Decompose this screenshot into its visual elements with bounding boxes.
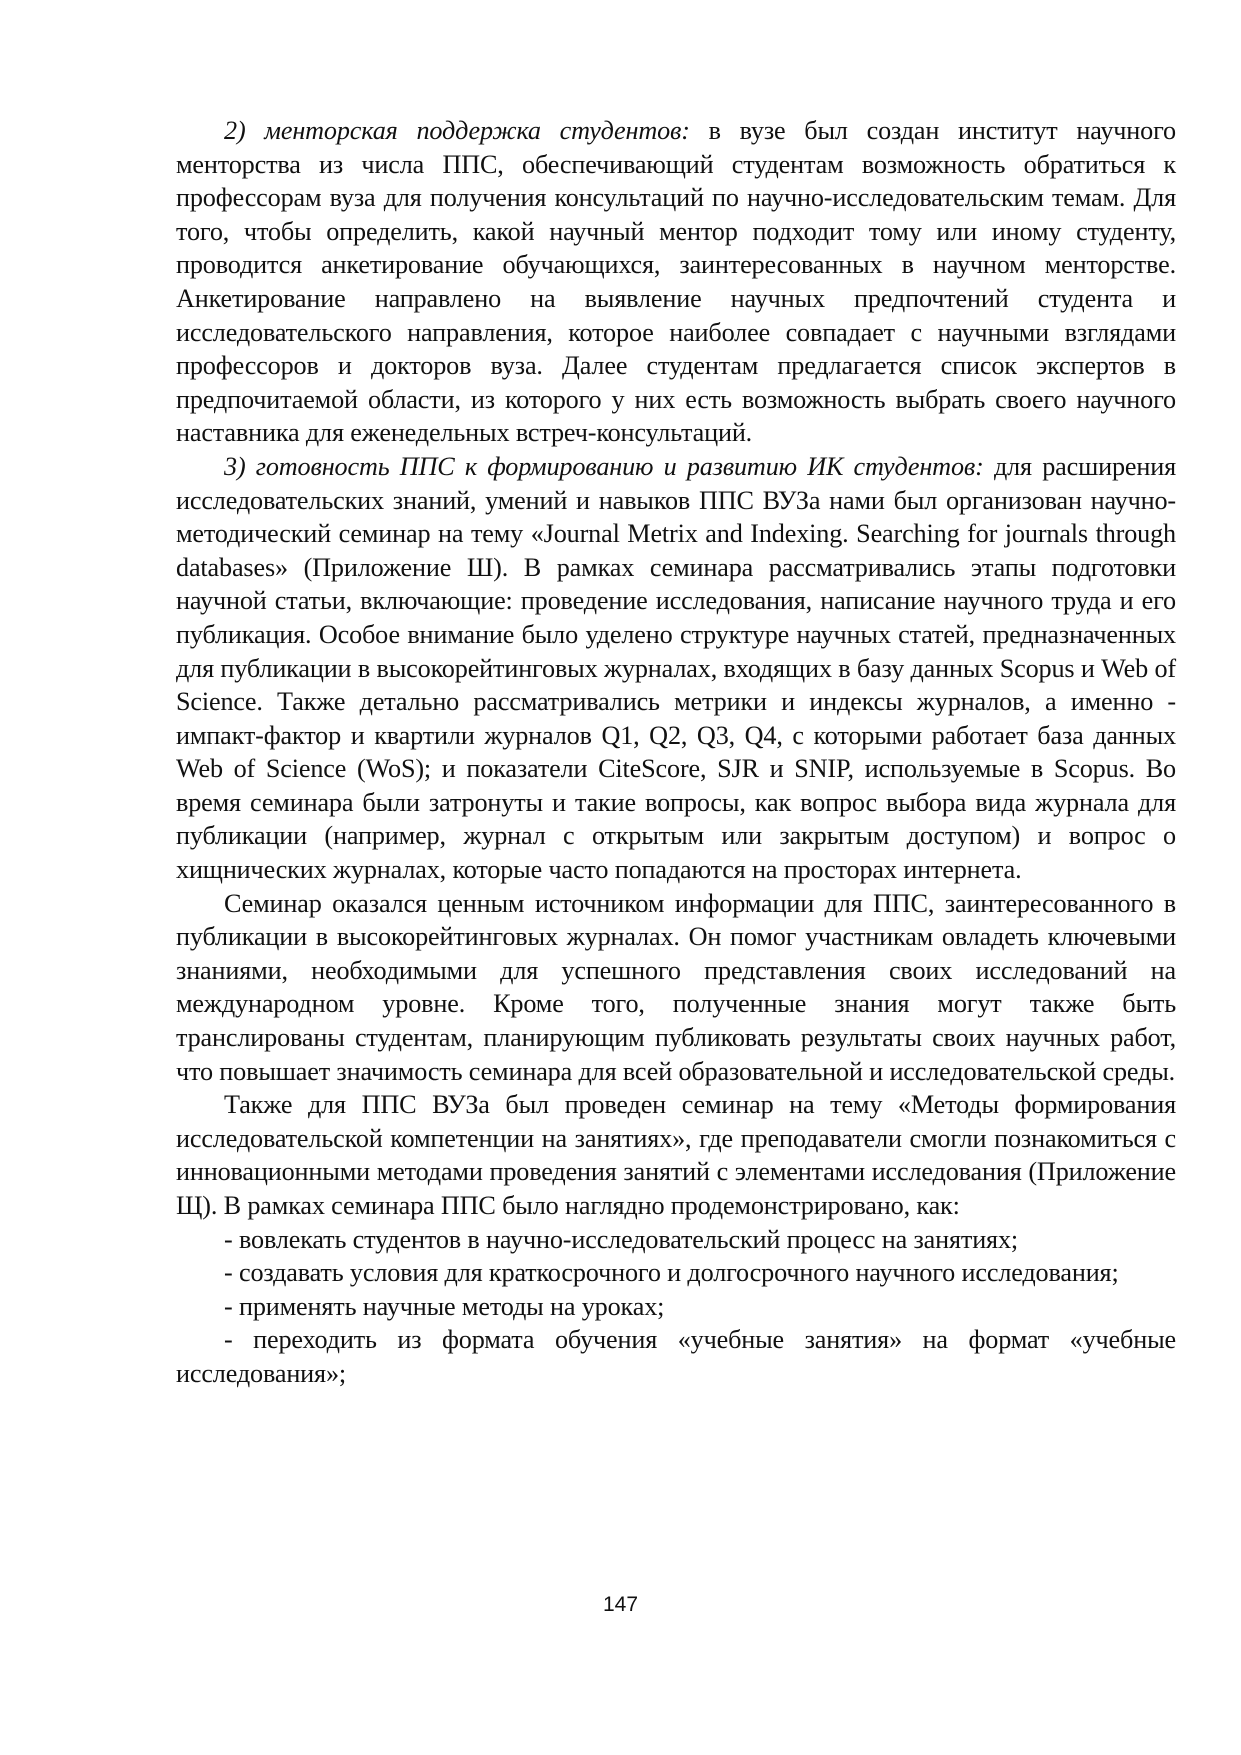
paragraph-faculty-readiness	[176, 450, 1176, 887]
paragraph-text: Семинар оказался ценным источником информации для ППС, заинтересованного в публикации в высокорейтинговых журналах. Он помог участникам овладеть ключевыми знаниями, необходимыми для успешного представления своих исследований на международном уровне. Кроме того, полученные знания могут также быть транслированы студентам, планирующим публиковать результаты своих научных работ, что повышает значимость семинара для всей образовательной и исследовательской среды.	[176, 888, 1176, 1086]
paragraph-seminar-value	[176, 887, 1176, 1089]
paragraph-second-seminar	[176, 1088, 1176, 1222]
list-item: - применять научные методы на уроках;	[224, 1291, 665, 1321]
paragraph-text: в вузе был создан институт научного менторства из числа ППС, обеспечивающий студентам возможность обратиться к профессорам вуза для получения консультаций по научно-исследовательским темам. Для того, чтобы определить, какой научный ментор подходит тому или иному студенту, проводится анкетирование обучающихся, заинтересованных в научном менторстве. Анкетирование направлено на выявление научных предпочтений студента и исследовательского направления, которое наиболее совпадает с научными взглядами профессоров и докторов вуза. Далее студентам предлагается список экспертов в предпочитаемой области, из которого у них есть возможность выбрать своего научного наставника для еженедельных встреч-консультаций.	[176, 116, 1176, 448]
paragraph-lead: 3) готовность ППС к формированию и развитию ИК студентов:	[224, 451, 984, 481]
document-page	[176, 114, 1176, 1391]
paragraph-lead: 2) менторская поддержка студентов:	[224, 116, 690, 145]
list-item: - создавать условия для краткосрочного и долгосрочного научного исследования;	[224, 1258, 1119, 1288]
list-item: - переходить из формата обучения «учебные занятия» на формат «учебные исследования»;	[176, 1325, 1176, 1388]
list-item: - вовлекать студентов в научно-исследовательский процесс на занятиях;	[224, 1224, 1019, 1254]
paragraph-mentorship	[176, 114, 1176, 450]
paragraph-text: для расширения исследовательских знаний, умений и навыков ППС ВУЗа нами был организован научно-методический семинар на тему «Journal Metrix and Indexing. Searching for journals through databases» (Приложение Ш). В рамках семинара рассматривались этапы подготовки научной статьи, включающие: проведение исследования, написание научного труда и его публикация. Особое внимание было уделено структуре научных статей, предназначенных для публикации в высокорейтинговых журналах, входящих в базу данных Scopus и Web of Science. Также детально рассматривались метрики и индексы журналов, а именно - импакт-фактор и квартили журналов Q1, Q2, Q3, Q4, с которыми работает база данных Web of Science (WoS); и показатели CiteScore, SJR и SNIP, используемые в Scopus. Во время семинара были затронуты и такие вопросы, как вопрос выбора вида журнала для публикации (например, журнал с открытым или закрытым доступом) и вопрос о хищнических журналах, которые часто попадаются на просторах интернета.	[176, 451, 1177, 885]
paragraph-text: Также для ППС ВУЗа был проведен семинар на тему «Методы формирования исследовательской компетенции на занятиях», где преподаватели смогли познакомиться с инновационными методами проведения занятий с элементами исследования (Приложение Щ). В рамках семинара ППС было наглядно продемонстрировано, как:	[176, 1090, 1176, 1220]
page-number: 147	[602, 1593, 639, 1616]
